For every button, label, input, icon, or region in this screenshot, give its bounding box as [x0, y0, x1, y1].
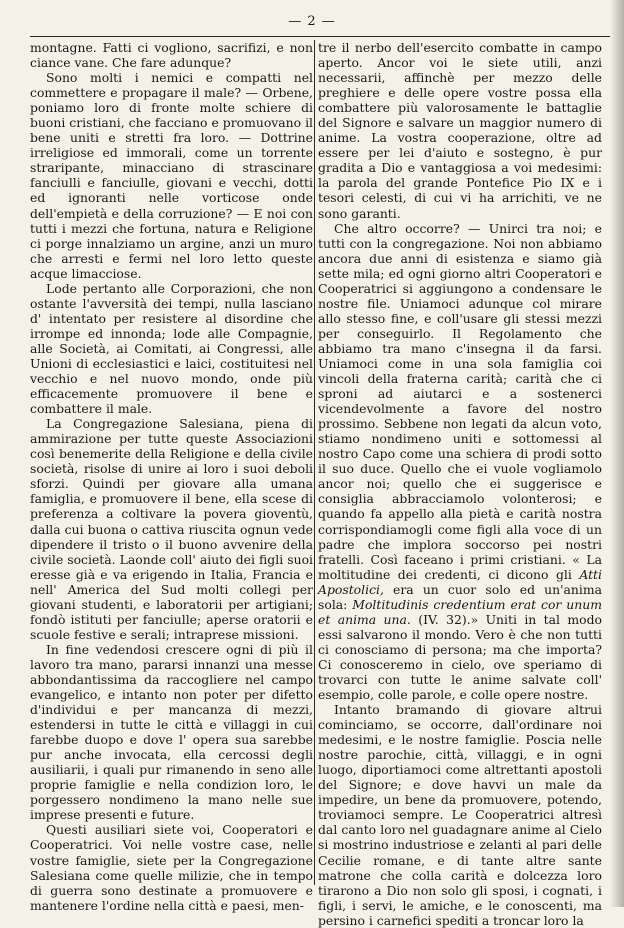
paragraph-text: era un cuor solo ed un'anima sola:	[318, 581, 602, 612]
paragraph: Intanto bramando di giovare altrui cominciamo, se occorre, dall'ordinare noi medesimi, e le nostre famiglie. Poscia nelle nostre parochie, città, villaggi, e in ogni luogo, diportiamoci come altrettanti apostoli del Signore; e dove havvi un male da impedire, un bene da promuovere, potendo, troviamoci sempre. Le Cooperatrici altresì dal canto loro nel guadagnare anime al Cielo si mostrino industriose e zelanti al pari delle Cecilie romane, e di tante altre sante matrone che colla carità e dolcezza loro tirarono a Dio non solo gli sposi, i cognati, i figli, i servi, le amiche, e le conoscenti, ma persino i carnefici spediti a troncar loro la	[318, 702, 602, 928]
paragraph: tre il nerbo dell'esercito combatte in campo aperto. Ancor voi le siete utili, anzi necessarii, affinchè per mezzo delle preghiere e delle opere vostre possa ella combattere più valorosamente le battaglie del Signore e salvare un maggior numero di anime. La vostra cooperazione, oltre ad essere per lei d'aiuto e sostegno, è pur gradita a Dio e vantaggiosa a voi medesimi: la parola del grande Pontefice Pio IX e i tesori celesti, di cui vi ha arrichiti, ve ne sono garanti.	[318, 40, 602, 221]
paragraph: Questi ausiliari siete voi, Cooperatori e Cooperatrici. Voi nelle vostre case, nelle vostre famiglie, siete per la Congregazione Salesiana come quelle milizie, che in tempo di guerra sono destinate a promuovere e mantenere l'ordine nella città e paesi, men-	[30, 822, 313, 913]
paragraph: Lode pertanto alle Corporazioni, che non ostante l'avversità dei tempi, nulla lasciano d' intentato per resistere al disordine che irrompe ed innonda; lode alle Compagnie, alle Società, ai Comitati, ai Congressi, alle Unioni di ecclesiastici e laici, costituitesi nel vecchio e nel nuovo mondo, onde più efficacemente promuovere il bene e combattere il male.	[30, 280, 313, 417]
paragraph: montagne. Fatti ci vogliono, sacrifizi, e non ciance vane. Che fare adunque?	[30, 40, 313, 71]
left-column	[30, 40, 313, 913]
column-divider	[314, 40, 315, 885]
paragraph-text: (IV. 32).» Uniti in tal modo essi salvarono il mondo. Vero è che non tutti ci conosciamo di persona; ma che importa? Ci conosceremo in cielo, ove speriamo di trovarci con tutte le anime salvate coll' esempio, colle parole, e colle opere nostre.	[318, 611, 602, 703]
paragraph: In fine vedendosi crescere ogni di più il lavoro tra mano, pararsi innanzi una messe abbondantissima da raccogliere nel campo evangelico, e intanto non poter per difetto d'individui e per mancanza di mezzi, estendersi in tutte le città e villaggi in cui farebbe duopo e dove l' opera sua sarebbe pur anche invocata, ella cercossi degli ausiliarii, i quali pur rimanendo in seno alle proprie famiglie e nella condizion loro, le porgessero nondimeno la mano nelle sue imprese presenti e future.	[30, 641, 313, 823]
paragraph-text: Che altro occorre? — Unirci tra noi; e tutti con la congregazione. Noi non abbiamo ancora due anni di esistenza e siamo già sette mila; ed ogni giorno altri Cooperatori e Cooperatrici si aggiungono a condensare le nostre file. Uniamoci adunque col mirare allo stesso fine, e coll'usare gli stessi mezzi per conseguirlo. Il Regolamento che abbiamo tra mano c'insegna il da farsi. Uniamoci come in una sola famiglia coi vincoli della fraterna carità; carità che ci sproni ad aiutarci e a sostenerci vicendevolmente a favore del nostro prossimo. Sebbene non legati da alcun voto, stiamo nondimeno uniti e sottomessi al nostro Capo come una schiera di prodi sotto il suo duce. Quello che ei vuole vogliamolo ancor noi; quello che ei suggerisce e consiglia abbracciamolo volonterosi; e quando fa appello alla pietà e carità nostra corrispondiamogli come figli alla voce di un padre che implora soccorso pei nostri fratelli. Così faceano i primi cristiani. « La moltitudine dei credenti, ci dicono gli	[318, 220, 602, 582]
latin-quote: Moltitudinis credentium erat cor unum et anima una.	[318, 596, 602, 627]
page-number: — 2 —	[288, 14, 336, 29]
paragraph	[318, 221, 602, 703]
paragraph: La Congregazione Salesiana, piena di ammirazione per tutte queste Associazioni così benemerite della Religione e della civile società, risolse di unire ai loro i suoi deboli sforzi. Quindi per giovare alla umana famiglia, e promuovere il bene, ella scese di preferenza a coltivare la povera gioventù, dalla cui buona o cattiva riuscita ognun vede dipendere il tristo o il buono avvenire della civile società. Laonde coll' aiuto dei figli suoi eresse già e va erigendo in Italia, Francia e nell' America del Sud molti collegi per giovani studenti, e laboratorii per artigiani; fondò istituti per fanciulle; aperse oratorii e scuole festive e serali; intraprese missioni.	[30, 416, 313, 642]
paragraph: Sono molti i nemici e compatti nel commettere e propagare il male? — Orbene, poniamo loro di fronte molte schiere di buoni cristiani, che facciano e promuovano il bene uniti e stretti fra loro. — Dottrine irreligiose ed immorali, come un torrente straripante, minacciano di strascinare fanciulli e fanciulle, giovani e vecchi, dotti ed ignoranti nelle vorticose onde dell'empietà e della corruzione? — E noi con tutti i mezzi che fortuna, natura e Religione ci porge innalziamo un argine, anzi un muro che arresti e fermi nel loro letto queste acque limacciose.	[30, 70, 313, 281]
italic-citation: Atti Apostolici,	[318, 566, 602, 597]
page-edge-shadow	[610, 0, 624, 907]
header-rule	[30, 36, 610, 37]
right-column	[318, 40, 602, 928]
